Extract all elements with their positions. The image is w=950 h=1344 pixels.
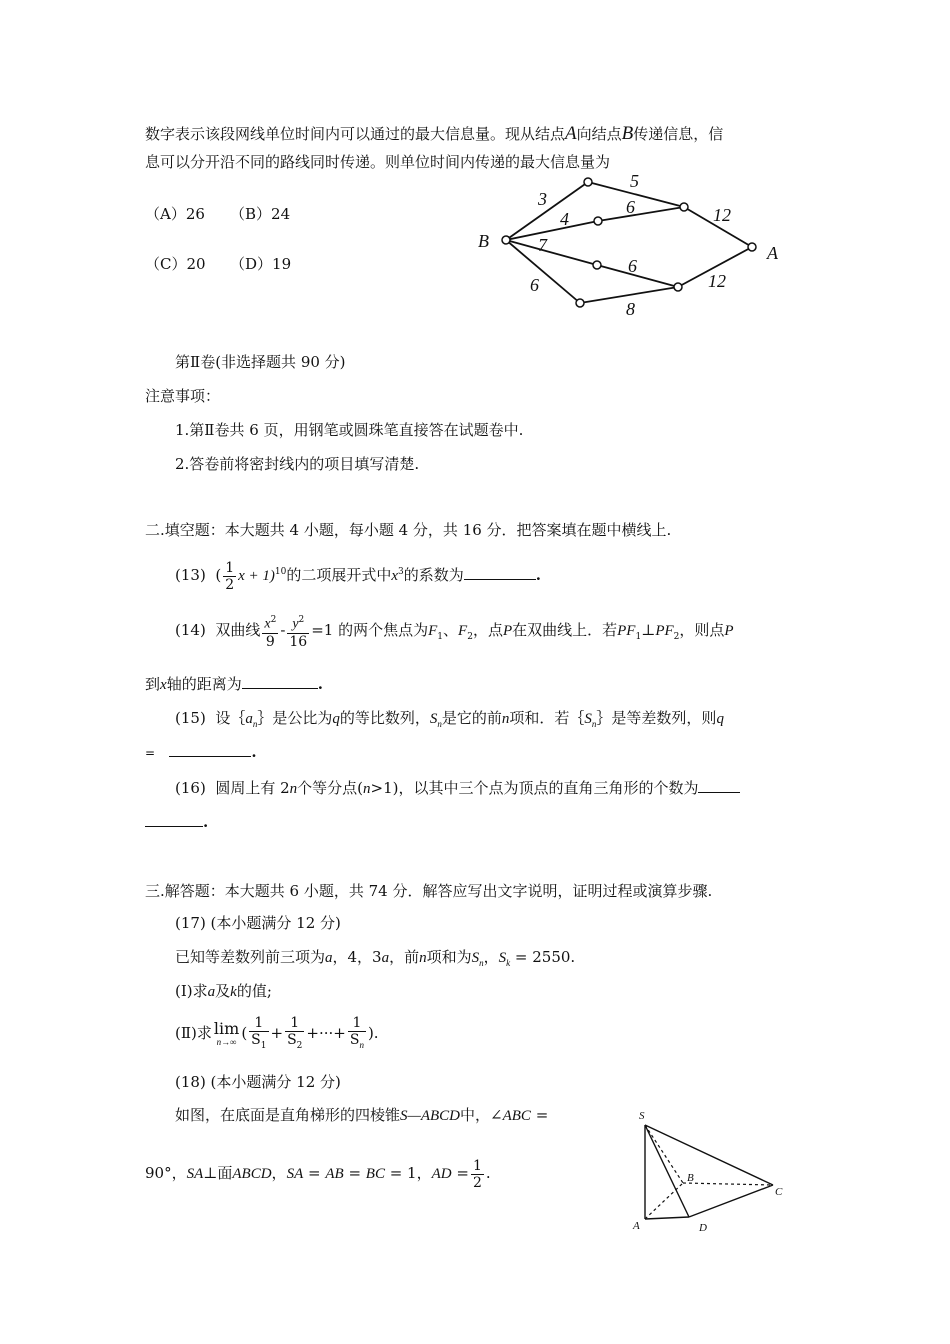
q16: (16) 圆周上有 2n个等分点(n>1)，以其中三个点为顶点的直角三角形的个数为 (175, 777, 740, 798)
label-c: C (775, 1186, 783, 1198)
edge-lower-right (597, 265, 678, 287)
node-upper (594, 217, 602, 225)
edge-upper-right (598, 207, 684, 221)
weight-12-lower: 12 (708, 271, 726, 291)
q17-title: (17) (本小题满分 12 分) (175, 914, 341, 932)
weight-6-upper: 6 (626, 197, 635, 217)
q18-title: (18) (本小题满分 12 分) (175, 1073, 341, 1091)
edge-dc (689, 1185, 773, 1217)
q15: (15) 设$\{a_n\}$是公比为q的等比数列，$S_n$是它的前n项和．若$\{S_n\}$是等差数列，则q (175, 709, 724, 729)
node-b (502, 236, 510, 244)
q15-answer-blank[interactable] (169, 742, 251, 757)
weight-3: 3 (538, 189, 547, 209)
weight-4: 4 (560, 209, 569, 229)
node-bottom (576, 299, 584, 307)
weight-12-upper: 12 (713, 205, 731, 225)
node-right-lower (674, 283, 682, 291)
edge-sd (645, 1125, 689, 1217)
q17-statement: 已知等差数列前三项为a，4，3a，前n项和为$S_n$，$S_k = 2550$. (175, 948, 576, 968)
q14-answer-blank[interactable] (242, 674, 318, 689)
q18-statement-2: 90°，SA⊥面ABCD，SA = AB = BC = 1，AD = $\frac{1}{2}$ . (145, 1157, 491, 1191)
label-b: B (687, 1172, 694, 1184)
node-top (584, 178, 592, 186)
q16-line-2: . (145, 812, 208, 831)
pyramid-diagram (625, 1105, 795, 1235)
choice-b: （B）24 (230, 205, 291, 223)
q16-answer-blank-b[interactable] (145, 812, 203, 827)
q18-statement-1: 如图，在底面是直角梯形的四棱锥S—ABCD中，∠ABC = (175, 1106, 549, 1124)
intro-line-1: 数字表示该段网线单位时间内可以通过的最大信息量。现从结点A向结点B传递信息，信 (145, 123, 724, 144)
weight-8: 8 (626, 299, 635, 319)
limit-operator: lim n→∞ (213, 1019, 240, 1047)
label-node-b: B (478, 231, 489, 251)
choice-d: （D）19 (230, 255, 292, 273)
q13: (13) ( $\frac{1}{2}$ x + 1)$^{10}$的二项展开式中$x^3$的系数为 . (175, 559, 542, 593)
section-2-title: 第Ⅱ卷(非选择题共 90 分) (175, 353, 346, 371)
network-diagram (470, 165, 790, 325)
fill-heading: 二.填空题：本大题共 4 小题，每小题 4 分，共 16 分．把答案填在题中横线上. (145, 521, 672, 539)
q13-fraction: $\frac{1}{2}$ (225, 559, 235, 593)
choice-a: （A）26 (145, 205, 205, 223)
label-node-a: A (767, 243, 778, 263)
q17-part-2: (Ⅱ)求 lim n→∞ ( $\frac{1}{S_1}$ + $\frac{1}{S_2}$ +···+ $\frac{1}{S_n}$ ). (175, 1014, 379, 1051)
q17-part-1: (Ⅰ)求a及k的值; (175, 982, 272, 1000)
weight-6-bottom: 6 (530, 275, 539, 295)
q14: (14) 双曲线 $\frac{x^2}{9}$ - $\frac{y^2}{16}$ =1 的两个焦点为$F_1$、$F_2$，点P在双曲线上．若$PF_1\perp PF_2$，则点P (175, 608, 734, 652)
node-a (748, 243, 756, 251)
note-1: 1.第Ⅱ卷共 6 页，用钢笔或圆珠笔直接答在试题卷中. (175, 421, 524, 439)
q14-line-2: 到x轴的距离为 . (145, 675, 323, 693)
edge-ab-hidden (645, 1183, 683, 1219)
label-s: S (639, 1110, 645, 1122)
q13-answer-blank[interactable] (464, 565, 536, 580)
node-lower (593, 261, 601, 269)
node-right-upper (680, 203, 688, 211)
q14-fraction-y: $\frac{y^2}{16}$ (287, 612, 309, 650)
edge-sc (645, 1125, 773, 1185)
q14-fraction-x: $\frac{x^2}{9}$ (262, 612, 278, 650)
q16-answer-blank-a[interactable] (698, 778, 740, 793)
weight-7: 7 (538, 235, 547, 255)
q15-line-2: = . (145, 743, 257, 761)
label-a: A (633, 1220, 640, 1232)
intro-line-2: 息可以分开沿不同的路线同时传递。则单位时间内传递的最大信息量为 (145, 153, 611, 171)
choice-c: （C）20 (145, 255, 206, 273)
solve-heading: 三.解答题：本大题共 6 小题，共 74 分．解答应写出文字说明，证明过程或演算步骤. (145, 882, 713, 900)
notes-title: 注意事项： (145, 387, 221, 405)
edge-bc-hidden (683, 1183, 773, 1185)
note-2: 2.答卷前将密封线内的项目填写清楚. (175, 455, 420, 473)
weight-5: 5 (630, 171, 639, 191)
edge-ad (645, 1217, 689, 1219)
label-d: D (699, 1222, 707, 1234)
weight-6-lower: 6 (628, 256, 637, 276)
